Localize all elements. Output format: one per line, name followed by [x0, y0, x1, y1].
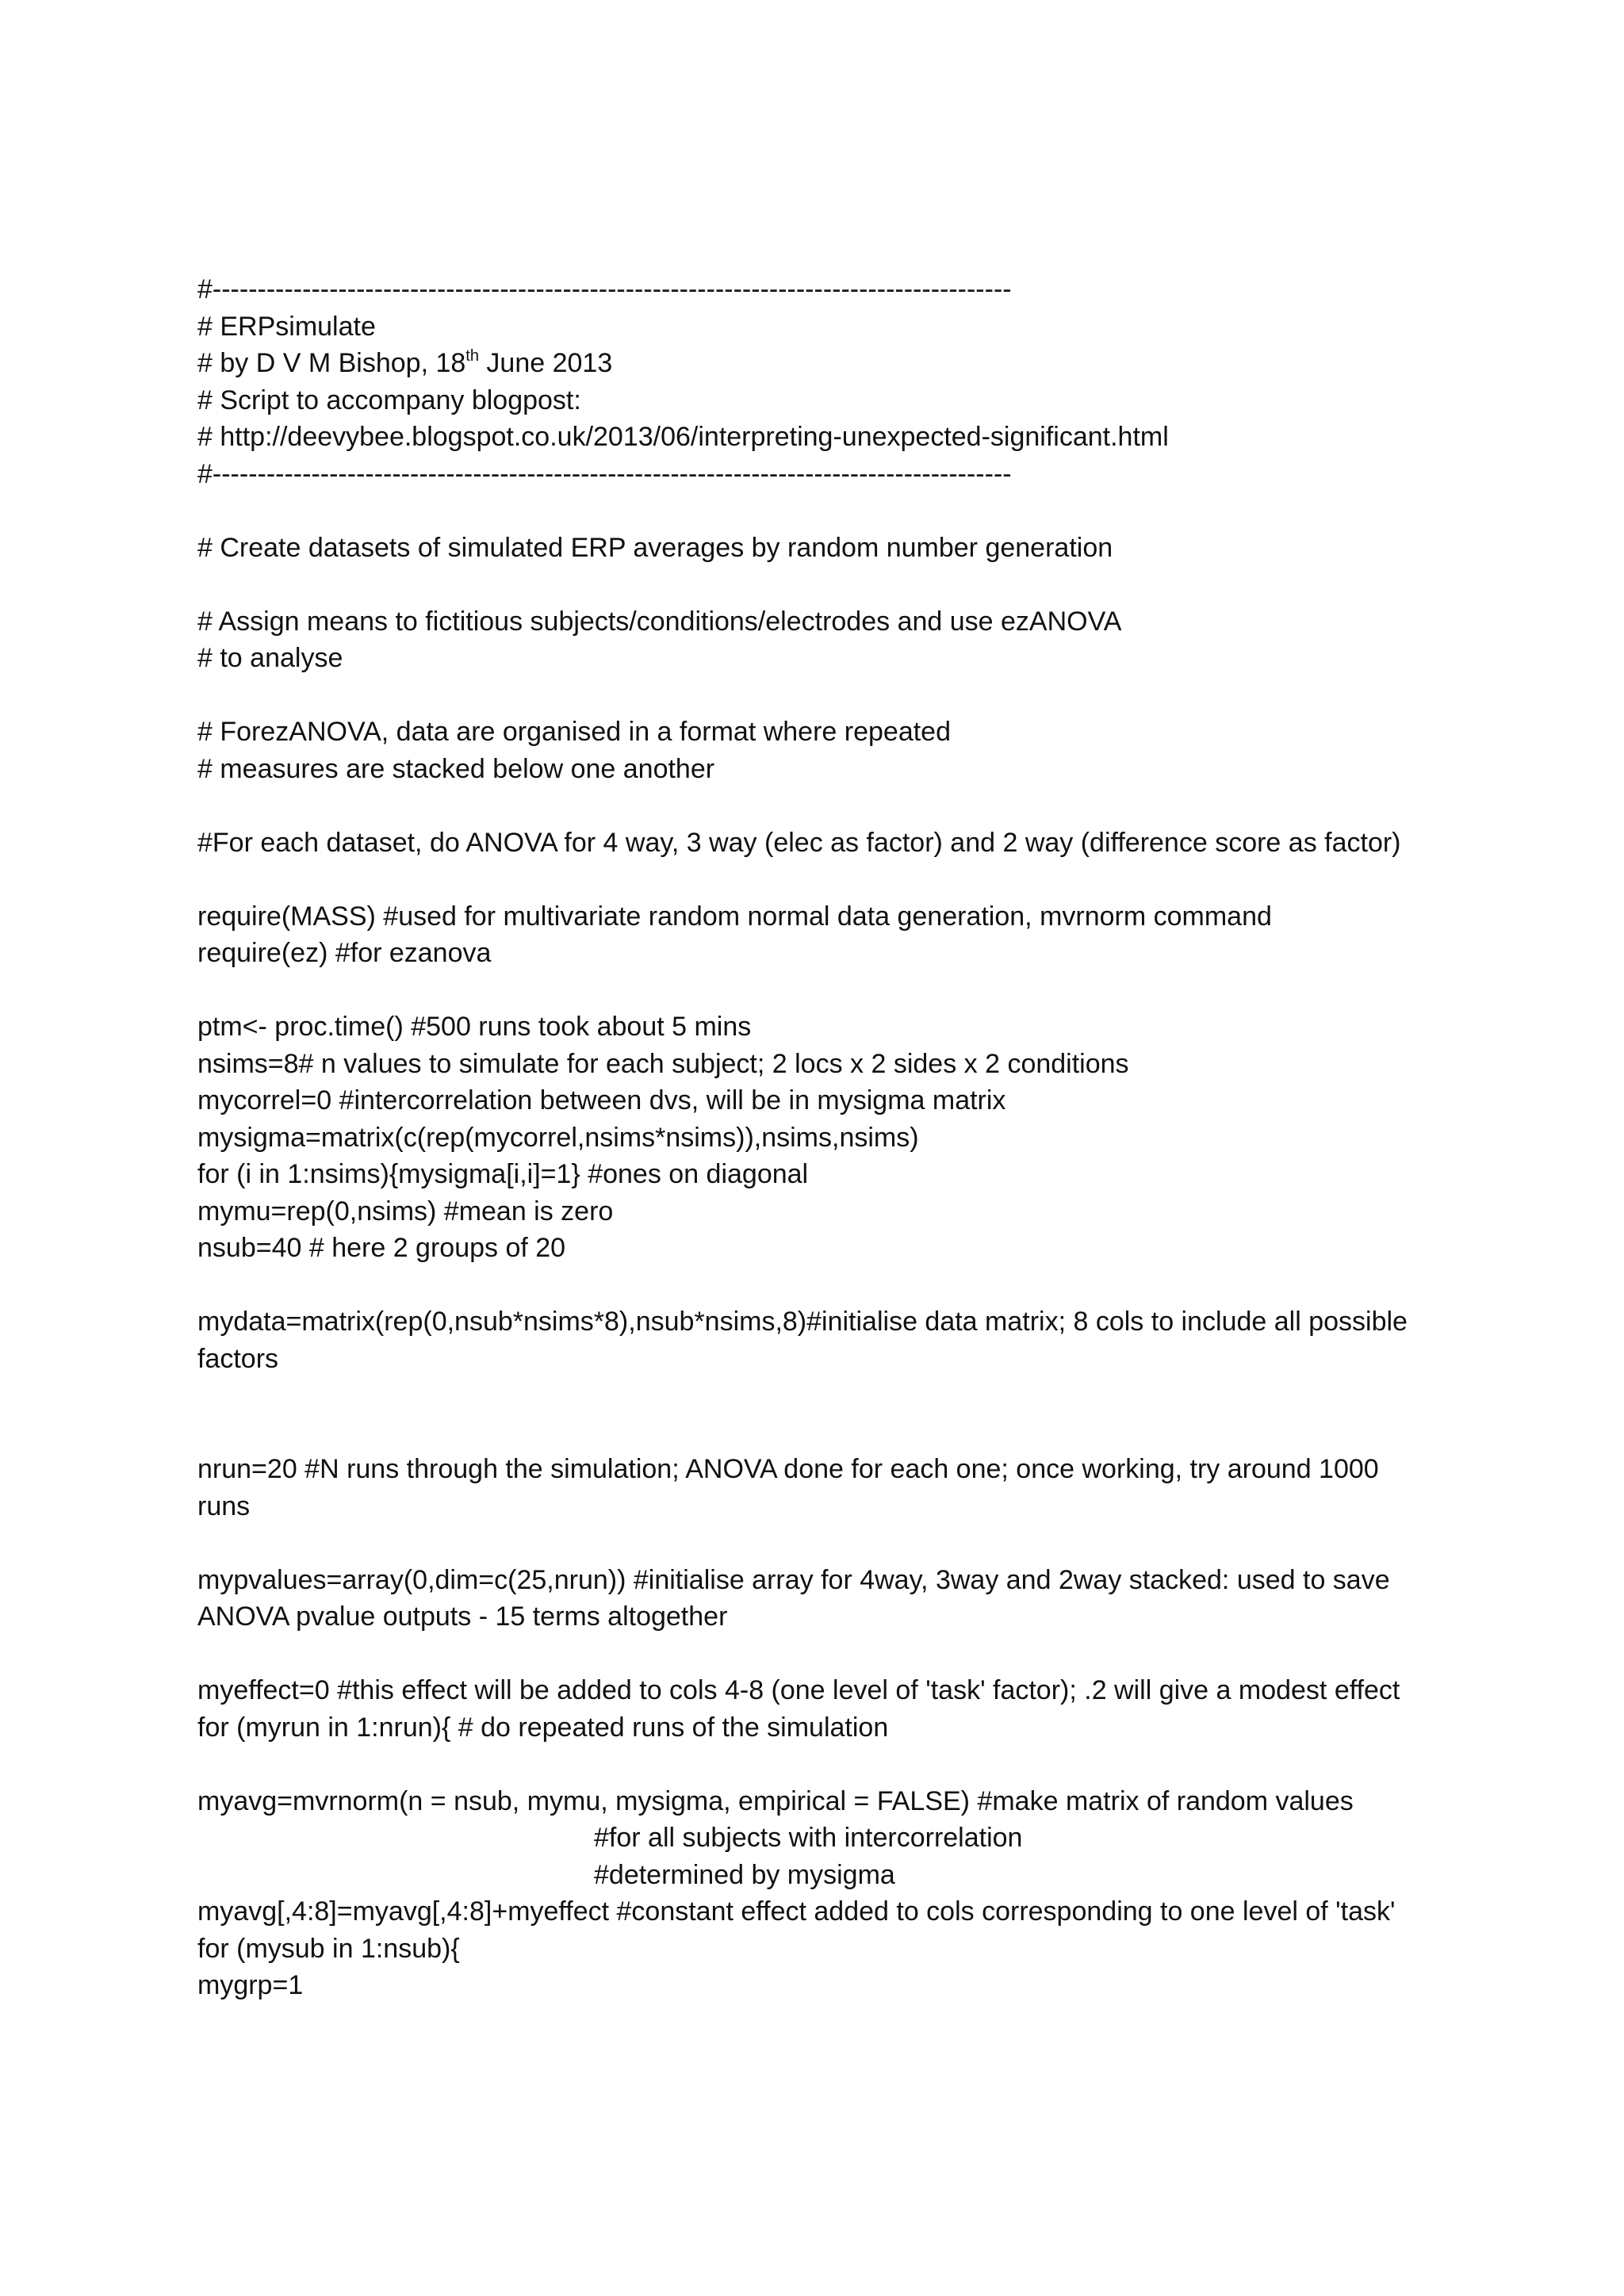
- byline-prefix: # by D V M Bishop, 18: [197, 348, 466, 378]
- spacer: [197, 1636, 1434, 1673]
- code-nsims: nsims=8# n values to simulate for each subject; 2 locs x 2 sides x 2 conditions: [197, 1048, 1129, 1079]
- header-rule-bottom: #-----------------------------------------------------------------------------------------: [197, 458, 1012, 489]
- spacer: [197, 1267, 1434, 1304]
- code-mycorrel: mycorrel=0 #intercorrelation between dvs, will be in mysigma matrix: [197, 1085, 1006, 1115]
- spacer: [197, 787, 1434, 825]
- spacer: [197, 677, 1434, 714]
- code-mysigma: mysigma=matrix(c(rep(mycorrel,nsims*nsims)),nsims,nsims): [197, 1122, 919, 1153]
- spacer: [197, 1746, 1434, 1783]
- code-require-ez: require(ez) #for ezanova: [197, 938, 492, 968]
- script-listing: [197, 271, 1434, 2004]
- comment-assign-means: # Assign means to fictitious subjects/conditions/electrodes and use ezANOVA: [197, 606, 1122, 637]
- code-for-myrun: for (myrun in 1:nrun){ # do repeated runs of the simulation: [197, 1712, 889, 1743]
- comment-create-datasets: # Create datasets of simulated ERP averages by random number generation: [197, 532, 1113, 563]
- spacer: [197, 1377, 1434, 1451]
- code-for-diagonal: for (i in 1:nsims){mysigma[i,i]=1} #ones on diagonal: [197, 1159, 809, 1189]
- spacer: [197, 972, 1434, 1009]
- code-myeffect: myeffect=0 #this effect will be added to cols 4-8 (one level of 'task' factor); .2 will give a modest effect: [197, 1675, 1400, 1705]
- spacer: [197, 861, 1434, 898]
- code-myavg-comment-2: #determined by mysigma: [594, 1859, 895, 1890]
- script-note: # Script to accompany blogpost:: [197, 385, 581, 415]
- code-myavg-effect: myavg[,4:8]=myavg[,4:8]+myeffect #constant effect added to cols corresponding to one level of 'task': [197, 1896, 1396, 1927]
- comment-anova-ways: #For each dataset, do ANOVA for 4 way, 3 way (elec as factor) and 2 way (difference score as factor): [197, 827, 1401, 858]
- blogpost-url: # http://deevybee.blogspot.co.uk/2013/06/interpreting-unexpected-significant.html: [197, 422, 1169, 452]
- code-nrun: nrun=20 #N runs through the simulation; ANOVA done for each one; once working, try around 1000 runs: [197, 1454, 1379, 1521]
- byline: [197, 345, 1434, 382]
- code-nsub: nsub=40 # here 2 groups of 20: [197, 1233, 566, 1263]
- spacer: [197, 492, 1434, 530]
- comment-stacked-measures: # measures are stacked below one another: [197, 753, 715, 784]
- code-myavg-comment-1: #for all subjects with intercorrelation: [594, 1823, 1023, 1853]
- code-mypvalues: mypvalues=array(0,dim=c(25,nrun)) #initialise array for 4way, 3way and 2way stacked: used to save ANOVA pvalue outputs - 15 terms altogether: [197, 1564, 1390, 1632]
- comment-to-analyse: # to analyse: [197, 643, 343, 673]
- byline-suffix: June 2013: [478, 348, 613, 378]
- code-require-mass: require(MASS) #used for multivariate random normal data generation, mvrnorm command: [197, 901, 1272, 932]
- code-mygrp: mygrp=1: [197, 1970, 304, 2000]
- code-mymu: mymu=rep(0,nsims) #mean is zero: [197, 1196, 614, 1226]
- script-title: # ERPsimulate: [197, 311, 376, 342]
- code-ptm: ptm<- proc.time() #500 runs took about 5 mins: [197, 1012, 752, 1042]
- comment-ezanova-format: # ForezANOVA, data are organised in a format where repeated: [197, 717, 951, 747]
- header-rule-top: #-----------------------------------------------------------------------------------------: [197, 274, 1012, 304]
- code-myavg-mvrnorm: myavg=mvrnorm(n = nsub, mymu, mysigma, empirical = FALSE) #make matrix of random values: [197, 1785, 1354, 1816]
- spacer: [197, 1525, 1434, 1562]
- code-for-mysub: for (mysub in 1:nsub){: [197, 1933, 460, 1964]
- byline-superscript: th: [465, 347, 479, 365]
- spacer: [197, 566, 1434, 603]
- code-mydata: mydata=matrix(rep(0,nsub*nsims*8),nsub*nsims,8)#initialise data matrix; 8 cols to include all possible factors: [197, 1307, 1408, 1374]
